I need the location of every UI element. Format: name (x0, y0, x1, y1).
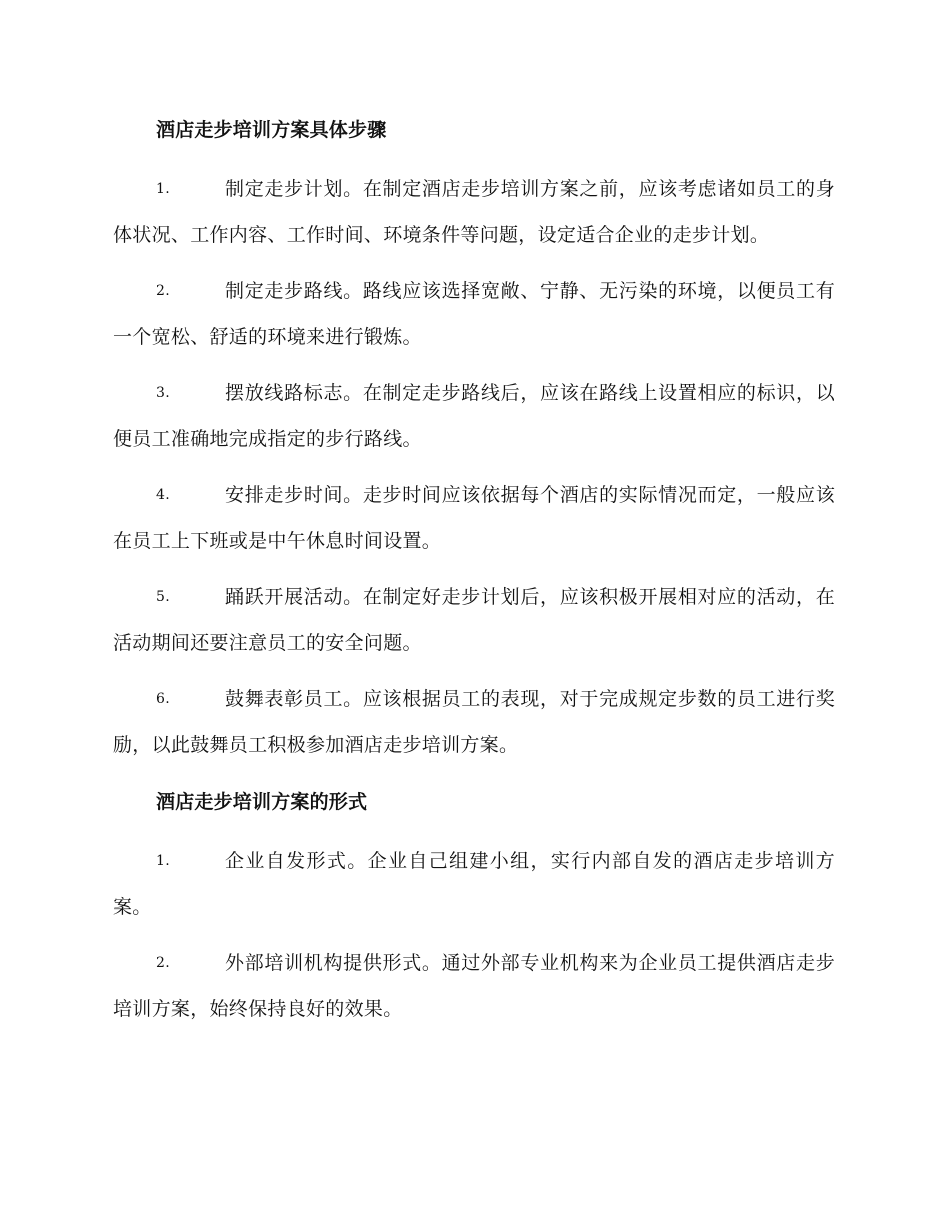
list-item (113, 940, 835, 1032)
list-item (113, 676, 835, 768)
list-item-number: 1. (156, 853, 170, 869)
list-item-text: 外部培训机构提供形式。通过外部专业机构来为企业员工提供酒店走步培训方案，始终保持良好的效果。 (113, 952, 835, 1020)
list-item (113, 472, 835, 564)
document-body (113, 110, 835, 1042)
list-item-number: 3. (156, 385, 170, 401)
list-item-text: 制定走步路线。路线应该选择宽敞、宁静、无污染的环境，以便员工有一个宽松、舒适的环境来进行锻炼。 (113, 280, 835, 348)
list-item-number: 1. (156, 181, 170, 197)
list-item (113, 370, 835, 462)
list-item-text: 鼓舞表彰员工。应该根据员工的表现，对于完成规定步数的员工进行奖励，以此鼓舞员工积极参加酒店走步培训方案。 (113, 688, 835, 756)
list-item-number: 2. (156, 283, 170, 299)
list-item-number: 5. (156, 589, 170, 605)
list-item (113, 166, 835, 258)
list-item-text: 安排走步时间。走步时间应该依据每个酒店的实际情况而定，一般应该在员工上下班或是中午休息时间设置。 (113, 484, 835, 552)
list-item (113, 268, 835, 360)
section-heading-forms: 酒店走步培训方案的形式 (156, 791, 368, 813)
list-item-text: 摆放线路标志。在制定走步路线后，应该在路线上设置相应的标识，以便员工准确地完成指定的步行路线。 (113, 382, 835, 450)
section-heading-steps: 酒店走步培训方案具体步骤 (156, 119, 387, 141)
list-item-text: 企业自发形式。企业自己组建小组，实行内部自发的酒店走步培训方案。 (113, 850, 835, 918)
list-item-text: 制定走步计划。在制定酒店走步培训方案之前，应该考虑诸如员工的身体状况、工作内容、工作时间、环境条件等问题，设定适合企业的走步计划。 (113, 178, 835, 246)
list-item-number: 2. (156, 955, 170, 971)
list-item-text: 踊跃开展活动。在制定好走步计划后，应该积极开展相对应的活动，在活动期间还要注意员工的安全问题。 (113, 586, 835, 654)
list-item-number: 6. (156, 691, 170, 707)
list-item (113, 838, 835, 930)
list-item-number: 4. (156, 487, 170, 503)
list-item (113, 574, 835, 666)
